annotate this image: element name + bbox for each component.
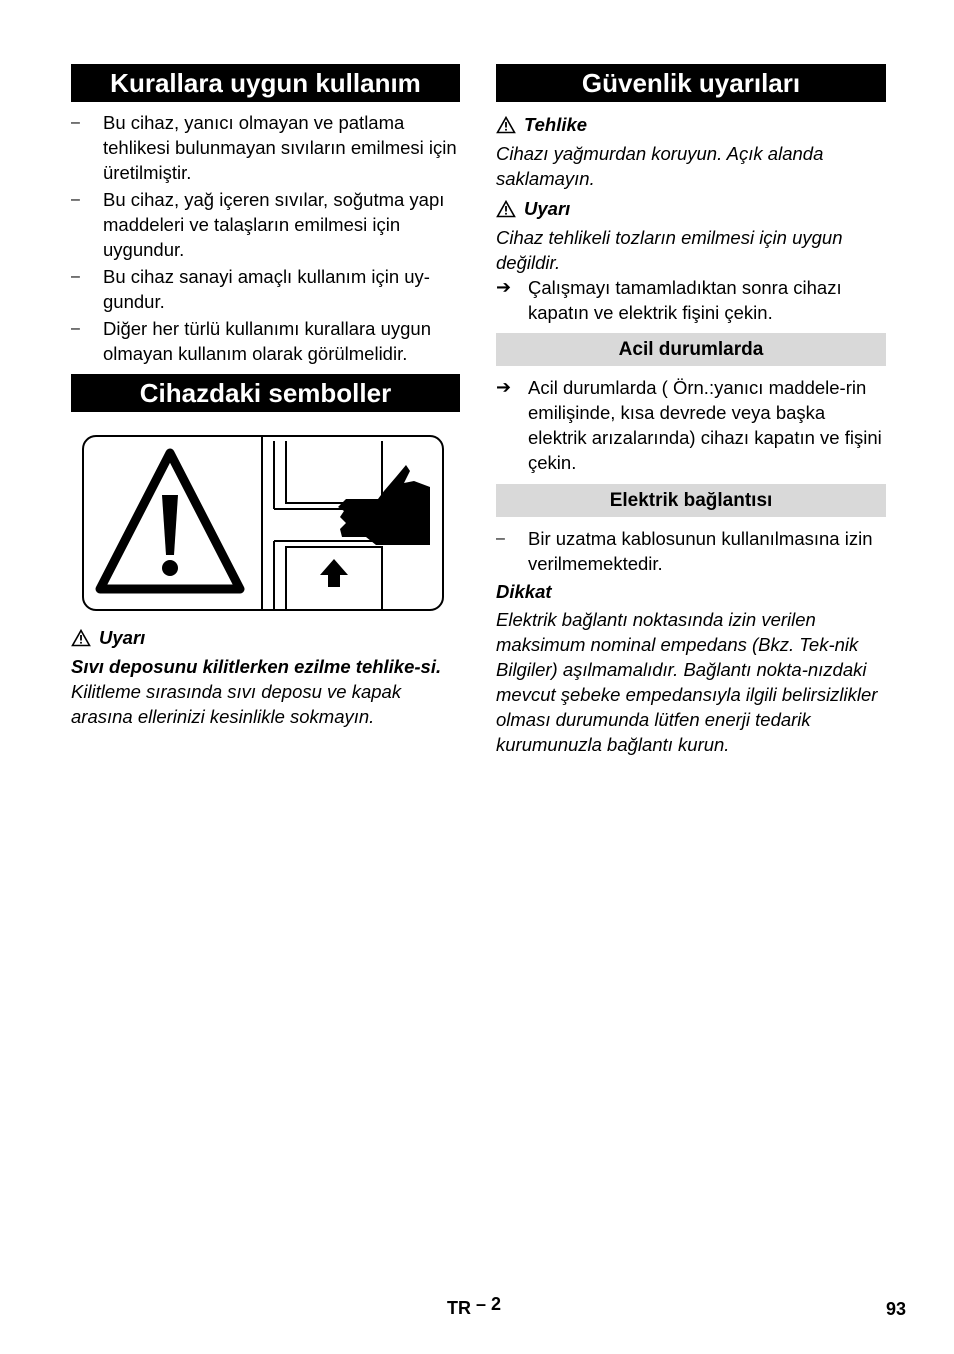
instruction-text: Çalışmayı tamamladıktan sonra cihazı kapatın ve elektrik fişini çekin. xyxy=(528,277,842,323)
list-item-text: Bu cihaz, yanıcı olmayan ve patlama tehlikesi bulunmayan sıvıların emilmesi için üretilmiştir. xyxy=(103,112,457,183)
dash-marker: – xyxy=(71,191,80,208)
list-item xyxy=(71,187,460,262)
section-title-symbols: Cihazdaki semboller xyxy=(71,374,460,412)
warning-triangle-icon xyxy=(496,200,516,218)
warning-text: Cihaz tehlikeli tozların emilmesi için uygun değildir. xyxy=(496,227,843,273)
symbol-warning-block xyxy=(71,625,460,729)
electrical-list xyxy=(496,526,886,576)
dash-marker: – xyxy=(496,530,505,547)
section-title-intended-use: Kurallara uygun kullanım xyxy=(71,64,460,102)
section-title-emergency: Acil durumlarda xyxy=(496,333,886,366)
dash-marker: – xyxy=(71,268,80,285)
list-item-text: Bu cihaz, yağ içeren sıvılar, soğutma yapı maddeleri ve talaşların emilmesi için uygundur. xyxy=(103,189,445,260)
caution-text: Elektrik bağlantı noktasında izin verilen maksimum nominal empedans (Bkz. Tek-nik Bilgiler) aşılmamalıdır. Bağlantı nokta-nızdaki mevcut şebeke empedansıyla ilgili belirsizlikler olması durumunda lütfen enerji tedarik kurumunuzla bağlantı kurun. xyxy=(496,609,878,755)
left-column xyxy=(71,64,460,729)
page-number: 93 xyxy=(885,1299,906,1319)
intended-use-list xyxy=(71,110,460,366)
warning-triangle-icon xyxy=(71,629,91,647)
danger-text: Cihazı yağmurdan koruyun. Açık alanda saklamayın. xyxy=(496,143,824,189)
list-item xyxy=(71,264,460,314)
list-item-text: Bir uzatma kablosunun kullanılmasına izin verilmemektedir. xyxy=(528,528,873,574)
list-item xyxy=(71,316,460,366)
warning-heading xyxy=(496,196,886,221)
footer-section-page: – 2 xyxy=(476,1294,502,1314)
warning-crush-danger: Sıvı deposunu kilitlerken ezilme tehlike-si. xyxy=(71,656,442,677)
warning-heading xyxy=(71,625,460,650)
footer-language: TR xyxy=(447,1298,471,1318)
list-item xyxy=(71,110,460,185)
warning-triangle-icon xyxy=(100,453,240,589)
arrow-up-icon xyxy=(320,559,348,587)
instruction-item xyxy=(496,375,886,475)
warning-triangle-icon xyxy=(496,116,516,134)
device-symbol-label xyxy=(82,435,444,611)
instruction-item xyxy=(496,275,886,325)
dash-marker: – xyxy=(71,114,80,131)
right-column xyxy=(496,64,886,757)
arrow-right-icon: ➔ xyxy=(496,377,512,397)
list-item xyxy=(496,526,886,576)
danger-label: Tehlike xyxy=(524,114,588,135)
list-item-text: Diğer her türlü kullanımı kurallara uygun olmayan kullanım olarak görülmelidir. xyxy=(103,318,432,364)
symbol-artwork xyxy=(84,437,442,609)
arrow-right-icon: ➔ xyxy=(496,277,512,297)
caution-label: Dikkat xyxy=(496,581,552,602)
dash-marker: – xyxy=(71,320,80,337)
section-title-electrical: Elektrik bağlantısı xyxy=(496,484,886,517)
warning-label: Uyarı xyxy=(99,627,146,648)
instruction-text: Acil durumlarda ( Örn.:yanıcı maddele-rin emilişinde, kısa devrede veya başka elektrik arızalarında) cihazı kapatın ve fişini çekin. xyxy=(528,377,882,473)
warning-label: Uyarı xyxy=(524,198,571,219)
section-title-safety: Güvenlik uyarıları xyxy=(496,64,886,102)
list-item-text: Bu cihaz sanayi amaçlı kullanım için uy-gundur. xyxy=(103,266,430,312)
hand-crush-icon xyxy=(338,465,430,545)
warning-instruction: Kilitleme sırasında sıvı deposu ve kapak arasına ellerinizi kesinlikle sokmayın. xyxy=(71,681,402,727)
danger-heading xyxy=(496,112,886,137)
footer-section-marker xyxy=(447,1294,502,1319)
